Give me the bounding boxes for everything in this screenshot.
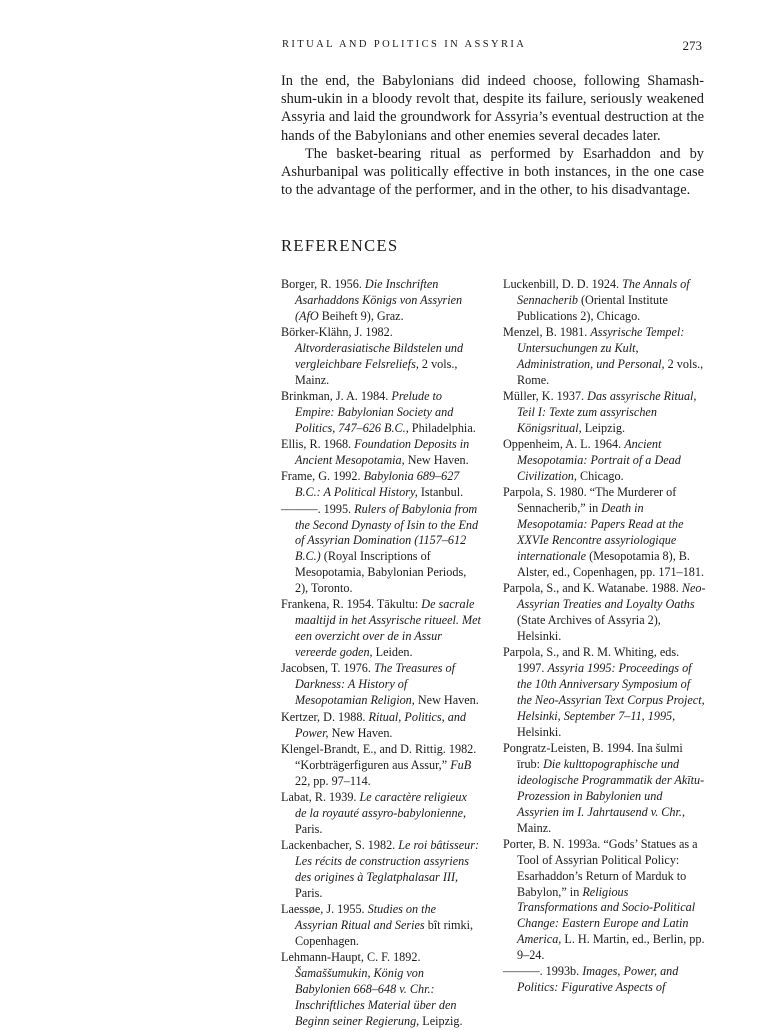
- reference-publication: 2 vols., Mainz.: [295, 356, 458, 387]
- reference-publication: Leiden.: [372, 645, 413, 660]
- reference-entry: [503, 581, 706, 645]
- reference-author: Oppenheim, A. L. 1964.: [503, 437, 625, 452]
- body-paragraph: In the end, the Babylonians did indeed choose, following Shamash-shum-ukin in a bloody revolt that, despite its failure, seriously weakened Assyria and laid the groundwork for Assyria’s eventual destruction at the hands of the Babylonians and other enemies several decades later.: [281, 73, 704, 144]
- reference-entry: [281, 389, 481, 437]
- reference-author: Frankena, R. 1954. Tākultu:: [281, 597, 422, 612]
- reference-author: Luckenbill, D. D. 1924.: [503, 277, 623, 291]
- reference-publication: Beiheft 9), Graz.: [318, 308, 404, 323]
- reference-title: Images, Power, and Politics: Figurative Aspects of: [517, 964, 679, 995]
- reference-publication: bît rimki, Copenhagen.: [295, 917, 474, 948]
- reference-entry: [503, 837, 706, 964]
- reference-author: Borger, R. 1956.: [281, 277, 365, 291]
- reference-publication: New Haven.: [414, 693, 479, 708]
- reference-entry: [281, 661, 481, 709]
- reference-author: ———. 1995.: [281, 501, 355, 516]
- reference-publication: (Royal Inscriptions of Mesopotamia, Babylonian Periods, 2), Toronto.: [295, 549, 467, 596]
- reference-publication: New Haven.: [328, 725, 393, 740]
- reference-entry: [281, 710, 481, 742]
- reference-entry: [503, 389, 706, 437]
- reference-entry: [281, 597, 481, 661]
- reference-title: Assyrische Tempel: Untersuchungen zu Kult, Administration, und Personal,: [517, 325, 685, 371]
- reference-entry: [281, 838, 481, 902]
- reference-entry: [281, 502, 481, 597]
- reference-publication: Paris.: [295, 885, 323, 900]
- reference-author: Jacobsen, T. 1976.: [281, 661, 374, 676]
- reference-publication: L. H. Martin, ed., Berlin, pp. 9–24.: [517, 932, 705, 963]
- reference-author: ———. 1993b.: [503, 964, 583, 979]
- reference-author: Lehmann-Haupt, C. F. 1892.: [281, 950, 421, 965]
- reference-title: Assyria 1995: Proceedings of the 10th Anniversary Symposium of the Neo-Assyrian Text Corpus Project, Helsinki, September 7–11, 1995,: [517, 661, 705, 723]
- reference-author: Parpola, S., and K. Watanabe. 1988.: [503, 581, 682, 596]
- reference-publication: Helsinki.: [517, 724, 562, 739]
- reference-entry: [281, 790, 481, 838]
- reference-title: Studies on the Assyrian Ritual and Series: [295, 902, 437, 932]
- reference-publication: 2 vols., Rome.: [517, 356, 704, 387]
- reference-entry: [281, 469, 481, 501]
- reference-author: Müller, K. 1937.: [503, 389, 588, 404]
- reference-title: Religious Transformations and Socio-Political Change: Eastern Europe and Latin America,: [517, 884, 696, 947]
- reference-author: Börker-Klähn, J. 1982.: [281, 325, 393, 340]
- reference-entry: [503, 485, 706, 580]
- reference-title: Die Inschriften Asarhaddons Königs von Assyrien (AfO: [295, 277, 463, 323]
- body-text: [281, 72, 704, 199]
- reference-entry: [503, 645, 706, 740]
- reference-entry: [281, 325, 481, 389]
- reference-title: Ritual, Politics, and Power,: [295, 709, 467, 740]
- reference-title: Death in Mesopotamia: Papers Read at the XXVIe Rencontre assyriologique internationale: [517, 501, 684, 563]
- reference-publication: New Haven.: [404, 453, 469, 468]
- running-head: [282, 39, 702, 55]
- reference-author: Menzel, B. 1981.: [503, 325, 591, 340]
- references-left-column: [281, 277, 481, 1030]
- references-right-column: [503, 277, 706, 997]
- reference-title: Die kulttopographische und ideologische Programmatik der Akītu-Prozession in Babylonien und Assyrien im I. Jahrtausend v. Chr.,: [517, 756, 705, 819]
- reference-author: Parpola, S., and R. M. Whiting, eds. 1997.: [503, 645, 680, 676]
- reference-author: Porter, B. N. 1993a. “Gods’ Statues as a Tool of Assyrian Political Policy: Esarhaddon’s Return of Marduk to Babylon,” in: [503, 836, 698, 899]
- page-number: 273: [682, 38, 702, 53]
- reference-title: Das assyrische Ritual, Teil I: Texte zum assyrischen Königsritual,: [517, 389, 697, 435]
- reference-entry: [281, 950, 481, 1030]
- running-head-title: RITUAL AND POLITICS IN ASSYRIA: [282, 39, 527, 50]
- reference-title: Rulers of Babylonia from the Second Dynasty of Isin to the End of Assyrian Domination (1157–612 B.C.): [295, 501, 479, 564]
- reference-publication: Istanbul.: [417, 485, 464, 500]
- reference-publication: Chicago.: [576, 469, 624, 484]
- reference-publication: Leipzig.: [581, 420, 626, 435]
- reference-title: Neo-Assyrian Treaties and Loyalty Oaths: [517, 581, 706, 612]
- reference-author: Lackenbacher, S. 1982.: [281, 838, 399, 853]
- reference-title: Le caractère religieux de la royauté assyro-babylonienne,: [295, 789, 467, 820]
- reference-publication: (Oriental Institute Publications 2), Chicago.: [517, 292, 668, 323]
- reference-entry: [281, 742, 481, 790]
- reference-title: FuB: [450, 757, 472, 772]
- reference-title: Babylonia 689–627 B.C.: A Political History,: [295, 469, 460, 500]
- reference-title: Šamaššumukin, König von Babylonien 668–648 v. Chr.: Inschriftliches Material über den Beginn seiner Regierung,: [295, 966, 457, 1028]
- reference-author: Kertzer, D. 1988.: [281, 709, 369, 724]
- reference-author: Frame, G. 1992.: [281, 469, 364, 484]
- body-paragraph: The basket-bearing ritual as performed by Esarhaddon and by Ashurbanipal was politically effective in both instances, in the one case to the advantage of the performer, and in the other, to his disadvantage.: [281, 145, 704, 199]
- reference-title: Altvorderasiatische Bildstelen und vergleichbare Felsreliefs,: [295, 341, 464, 371]
- reference-entry: [503, 741, 706, 836]
- reference-entry: [281, 277, 481, 325]
- reference-author: Ellis, R. 1968.: [281, 437, 355, 452]
- reference-title: Le roi bâtisseur: Les récits de construction assyriens des origines à Teglatphalasar III,: [295, 838, 480, 884]
- reference-title: The Treasures of Darkness: A History of Mesopotamian Religion,: [295, 661, 456, 708]
- reference-title: Foundation Deposits in Ancient Mesopotamia,: [295, 437, 470, 468]
- reference-entry: [281, 902, 481, 950]
- reference-title: Ancient Mesopotamia: Portrait of a Dead Civilization,: [517, 437, 681, 484]
- reference-publication: Philadelphia.: [408, 420, 476, 435]
- reference-author: Labat, R. 1939.: [281, 789, 360, 804]
- reference-title: The Annals of Sennacherib: [517, 277, 690, 307]
- reference-entry: [503, 437, 706, 485]
- reference-entry: [503, 277, 706, 325]
- reference-publication: Mainz.: [517, 820, 552, 835]
- reference-publication: Leipzig.: [419, 1013, 463, 1028]
- reference-author: Laessøe, J. 1955.: [281, 902, 368, 917]
- reference-author: Pongratz-Leisten, B. 1994. Ina šulmi īrub:: [503, 741, 683, 771]
- reference-publication: 22, pp. 97–114.: [295, 773, 371, 788]
- reference-title: Prelude to Empire: Babylonian Society and Politics, 747–626 B.C.,: [295, 389, 454, 435]
- reference-title: De sacrale maaltijd in het Assyrische ritueel. Met een overzicht over de in Assur vereerde goden,: [295, 597, 481, 660]
- reference-author: Klengel-Brandt, E., and D. Rittig. 1982. “Korbträgerfiguren aus Assur,”: [281, 741, 477, 772]
- reference-publication: Paris.: [295, 821, 323, 836]
- reference-entry: [503, 325, 706, 389]
- reference-publication: (Mesopotamia 8), B. Alster, ed., Copenhagen, pp. 171–181.: [517, 548, 705, 579]
- reference-entry: [503, 964, 706, 996]
- reference-publication: (State Archives of Assyria 2), Helsinki.: [517, 612, 661, 643]
- reference-author: Brinkman, J. A. 1984.: [281, 389, 392, 404]
- reference-author: Parpola, S. 1980. “The Murderer of Sennacherib,” in: [503, 485, 677, 516]
- references-heading: REFERENCES: [281, 236, 399, 255]
- reference-entry: [281, 437, 481, 469]
